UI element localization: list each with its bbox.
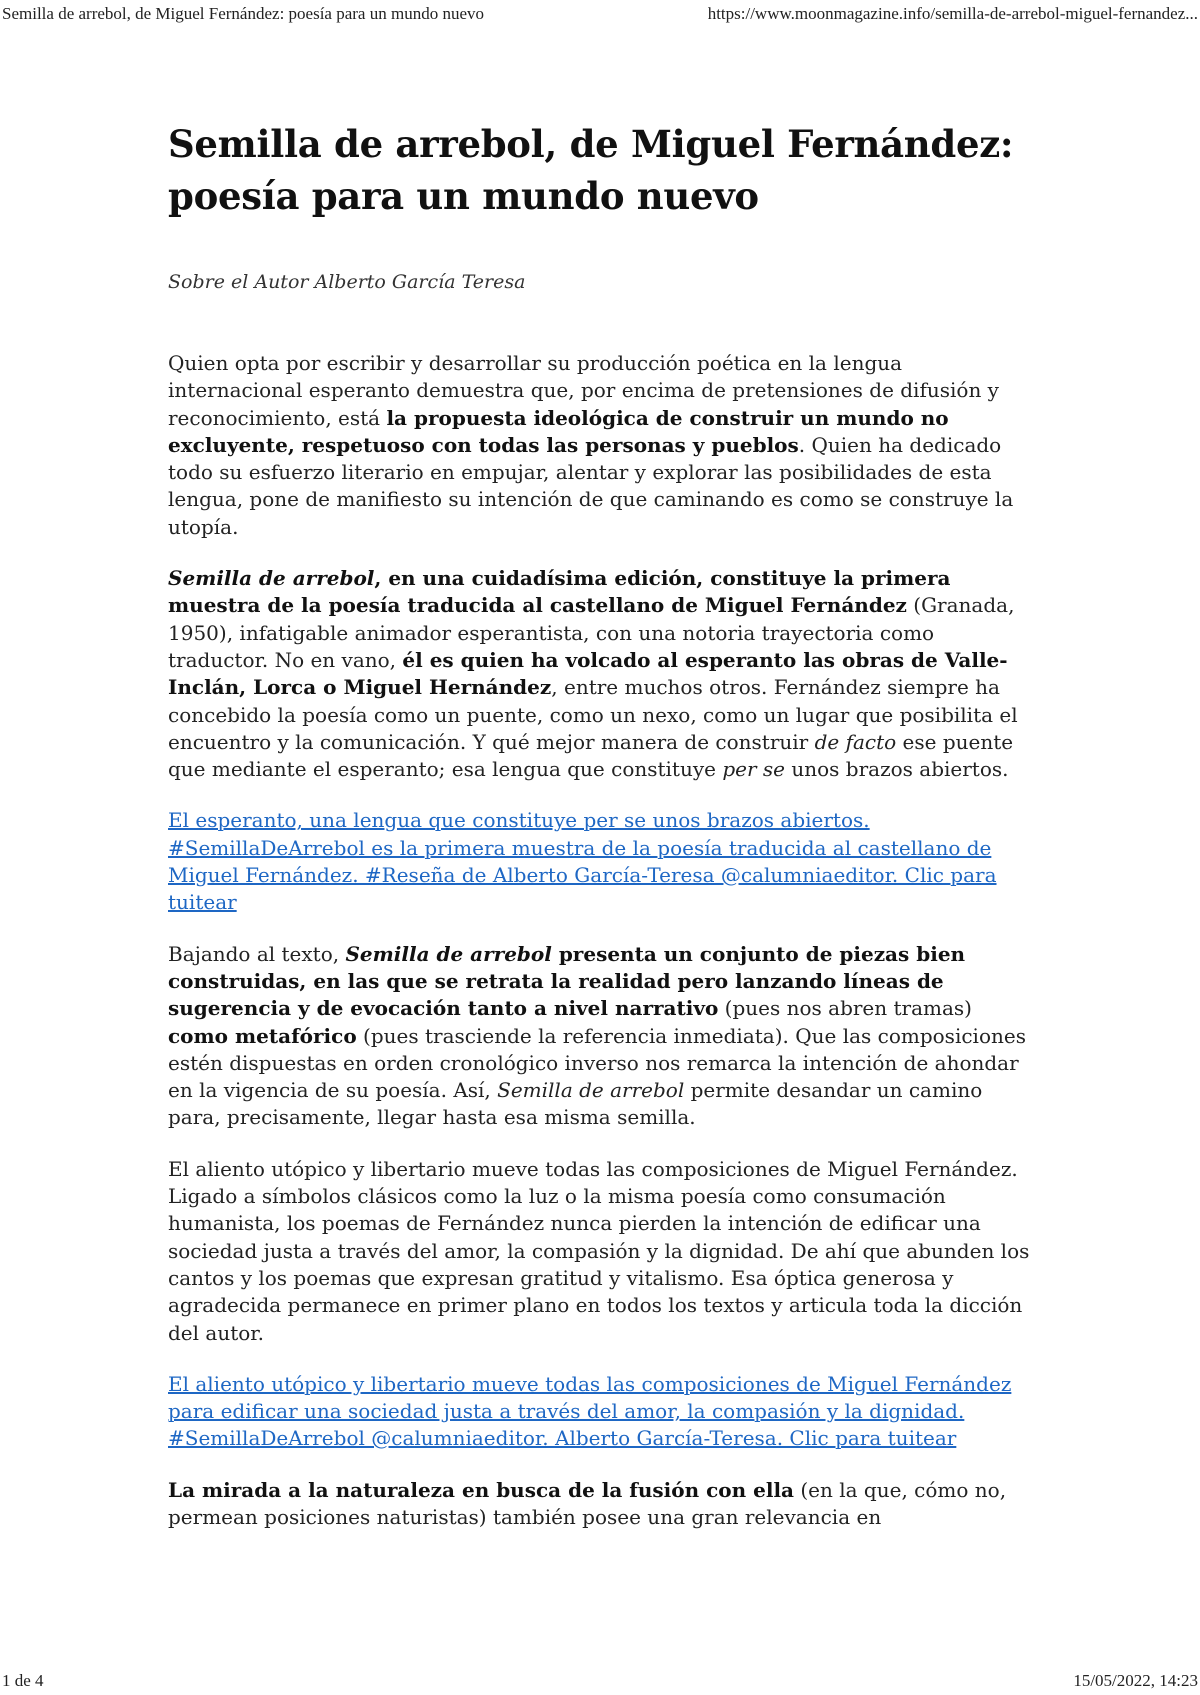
click-to-tweet-link-2[interactable]: El aliento utópico y libertario mueve todas las composiciones de Miguel Fernández para edificar una sociedad justa a través del amor, la compasión y la dignidad. #SemillaDeArrebol @calumniaeditor. Alberto García-Teresa. Clic para tuitear [168, 1371, 1012, 1451]
article [168, 118, 1038, 1531]
p1-text-a: Quien opta por escribir y desarrollar su producción poética en la lengua internacional esperanto demuestra que, por encima de pretensiones de difusión y reconocimiento, está [168, 351, 999, 430]
paragraph-1 [168, 350, 1038, 541]
p3-text-d: permite desandar un camino para, precisamente, llegar hasta esa misma semilla. [168, 1078, 983, 1130]
p3-text-b: (pues nos abren tramas) [718, 996, 972, 1021]
article-title: Semilla de arrebol, de Miguel Fernández: poesía para un mundo nuevo [168, 122, 1014, 218]
p2-text-c: ese puente que mediante el esperanto; esa lengua que constituye [168, 729, 1014, 782]
p2-text-b: , entre muchos otros. Fernández siempre ha concebido la poesía como un puente, como un nexo, como un lugar que posibilita el encuentro y la comunicación. Y qué mejor manera de construir [168, 675, 1018, 754]
p3-bold-b: como metafórico [168, 1023, 357, 1048]
p1-bold-a: la propuesta ideológica de construir un mundo no excluyente, respetuoso con todas las personas y pueblos [168, 405, 949, 457]
p5-bold-a: La mirada a la naturaleza en busca de la fusión con ella [168, 1477, 795, 1502]
p3-text-a: Bajando al texto, [168, 941, 346, 966]
p5-text-a: (en la que, cómo no, permean posiciones naturistas) también posee una gran relevancia en [168, 1477, 1007, 1529]
p2-text-d: unos brazos abiertos. [785, 757, 1009, 782]
page-number: 1 de 4 [2, 1671, 44, 1690]
p2-text-a: (Granada, 1950), infatigable animador esperantista, con una notoria trayectoria como traductor. No en vano, [168, 593, 1015, 672]
paragraph-4: El aliento utópico y libertario mueve todas las composiciones de Miguel Fernández. Ligado a símbolos clásicos como la luz o la misma poesía como consumación humanista, los poemas de Fernández nunca pierden la intención de edificar una sociedad justa a través del amor, la compasión y la dignidad. De ahí que abunden los cantos y los poemas que expresan gratitud y vitalismo. Esa óptica generosa y agradecida permanece en primer plano en todos los textos y articula toda la dicción del autor. [168, 1156, 1030, 1345]
print-header-url: https://www.moonmagazine.info/semilla-de-arrebol-miguel-fernandez... [707, 4, 1198, 23]
p3-book-title: Semilla de arrebol [345, 941, 552, 966]
p3-text-c: (pues trasciende la referencia inmediata). Que las composiciones estén dispuestas en orden cronológico inverso nos remarca la intención de ahondar en la vigencia de su poesía. Así, [168, 1023, 1026, 1103]
p2-italic-b: per se [722, 757, 786, 782]
print-datetime: 15/05/2022, 14:23 [1073, 1671, 1198, 1690]
p3-book-title-2: Semilla de arrebol [497, 1078, 685, 1103]
article-byline: Sobre el Autor Alberto García Teresa [168, 271, 526, 293]
click-to-tweet-link-1[interactable]: El esperanto, una lengua que constituye per se unos brazos abiertos. #SemillaDeArrebol es la primera muestra de la poesía traducida al castellano de Miguel Fernández. #Reseña de Alberto García-Teresa @calumniaeditor. Clic para tuitear [168, 808, 997, 915]
p3-bold-a: presenta un conjunto de piezas bien construidas, en las que se retrata la realidad pero lanzando líneas de sugerencia y de evocación tanto a nivel narrativo [168, 941, 966, 1021]
p2-bold-a: , en una cuidadísima edición, constituye la primera muestra de la poesía traducida al castellano de Miguel Fernández [168, 566, 951, 618]
paragraph-3 [168, 941, 1038, 1132]
p2-italic-a: de facto [814, 729, 897, 754]
paragraph-5 [168, 1477, 1038, 1532]
print-header-title: Semilla de arrebol, de Miguel Fernández: poesía para un mundo nuevo [2, 4, 484, 23]
print-header [0, 2, 1200, 26]
p1-text-b: . Quien ha dedicado todo su esfuerzo literario en empujar, alentar y explorar las posibilidades de esta lengua, pone de manifiesto su intención de que caminando es como se construye la utopía. [168, 432, 1014, 539]
paragraph-2 [168, 565, 1038, 783]
p2-book-title: Semilla de arrebol [168, 566, 375, 591]
p2-bold-b: él es quien ha volcado al esperanto las obras de Valle-Inclán, Lorca o Miguel Hernández [168, 647, 1008, 700]
print-footer [0, 1669, 1200, 1693]
